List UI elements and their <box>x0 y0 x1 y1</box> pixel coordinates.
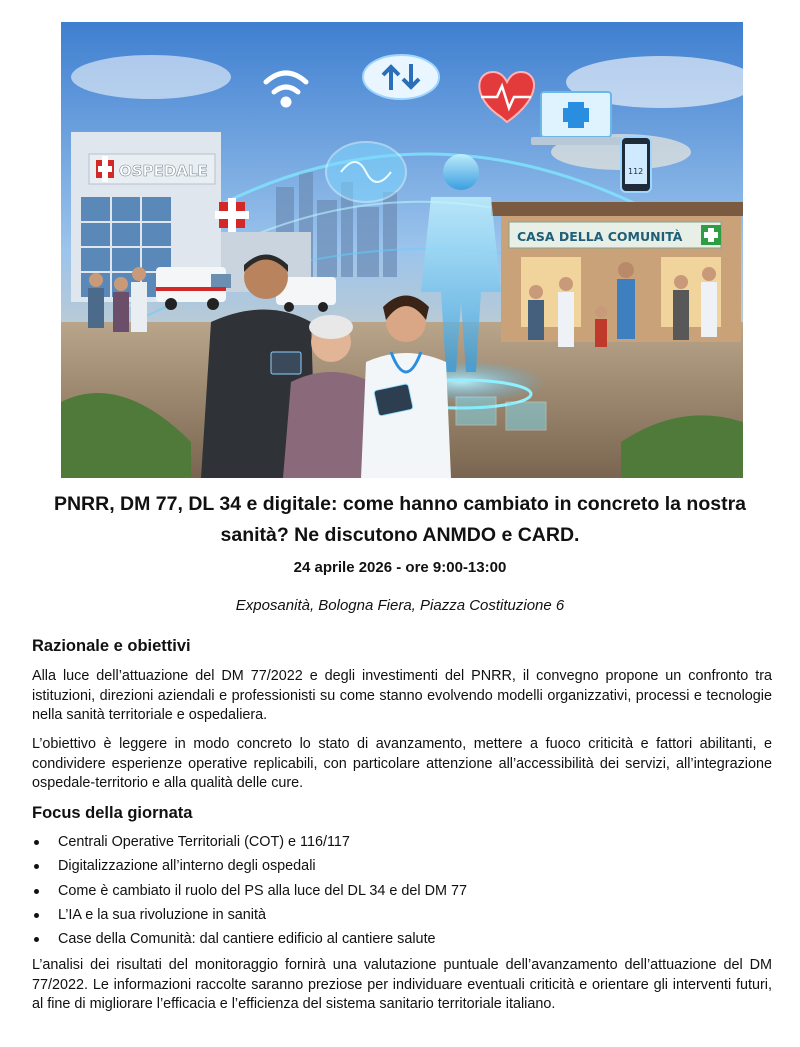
hero-illustration <box>61 22 743 478</box>
focus-item-digitalization: Digitalizzazione all’interno degli ospedali <box>32 857 772 881</box>
hero-svg <box>61 22 743 478</box>
focus-heading: Focus della giornata <box>32 804 193 822</box>
focus-item-cot: Centrali Operative Territoriali (COT) e 116/117 <box>32 833 772 857</box>
laptop-icon <box>531 92 621 145</box>
hospital-sign: OSPEDALE <box>119 162 208 180</box>
event-title: PNRR, DM 77, DL 34 e digitale: come hanno cambiato in concreto la nostra sanità? Ne discutono ANMDO e CARD. <box>53 493 747 546</box>
rationale-heading: Razionale e obiettivi <box>32 637 191 655</box>
focus-item-ai: L’IA e la sua rivoluzione in sanità <box>32 906 772 930</box>
brain-icon <box>326 142 406 202</box>
phone-label: 112 <box>628 167 644 176</box>
smartphone-icon <box>621 137 651 192</box>
rationale-paragraph-1: Alla luce dell’attuazione del DM 77/2022 e degli investimenti del PNRR, il convegno propone un confronto tra istituzioni, direzioni aziendali e professionisti su come stanno evolvendo modelli organizzativi, processi e tecnologie nella sanità territoriale e ospedaliera. <box>32 668 772 723</box>
focus-list <box>32 833 772 954</box>
rationale-paragraph-2: L’obiettivo è leggere in modo concreto lo stato di avanzamento, mettere a fuoco criticità e fattori abilitanti, e condividere esperienze operative replicabili, con particolare attenzione all’accessibilità dei servizi, all’integrazione ospedale-territorio e alla qualità delle cure. <box>32 736 772 791</box>
focus-item-ps-role: Come è cambiato il ruolo del PS alla luce del DL 34 e del DM 77 <box>32 882 772 906</box>
cloud-sync-icon <box>363 55 439 99</box>
community-sign: CASA DELLA COMUNITÀ <box>517 229 683 244</box>
focus-item-community-houses: Case della Comunità: dal cantiere edificio al cantiere salute <box>32 930 772 954</box>
event-date: 24 aprile 2026 - ore 9:00-13:00 <box>293 559 507 576</box>
event-venue: Exposanità, Bologna Fiera, Piazza Costituzione 6 <box>235 597 565 614</box>
closing-paragraph: L’analisi dei risultati del monitoraggio fornirà una valutazione puntuale dell’avanzamento dell’attuazione del DM 77/2022. Le informazioni raccolte saranno preziose per individuare eventuali criticità e orientare gli interventi futuri, al fine di migliorare l’efficacia e l’efficienza del sistema sanitario territoriale italiano. <box>32 957 772 1012</box>
